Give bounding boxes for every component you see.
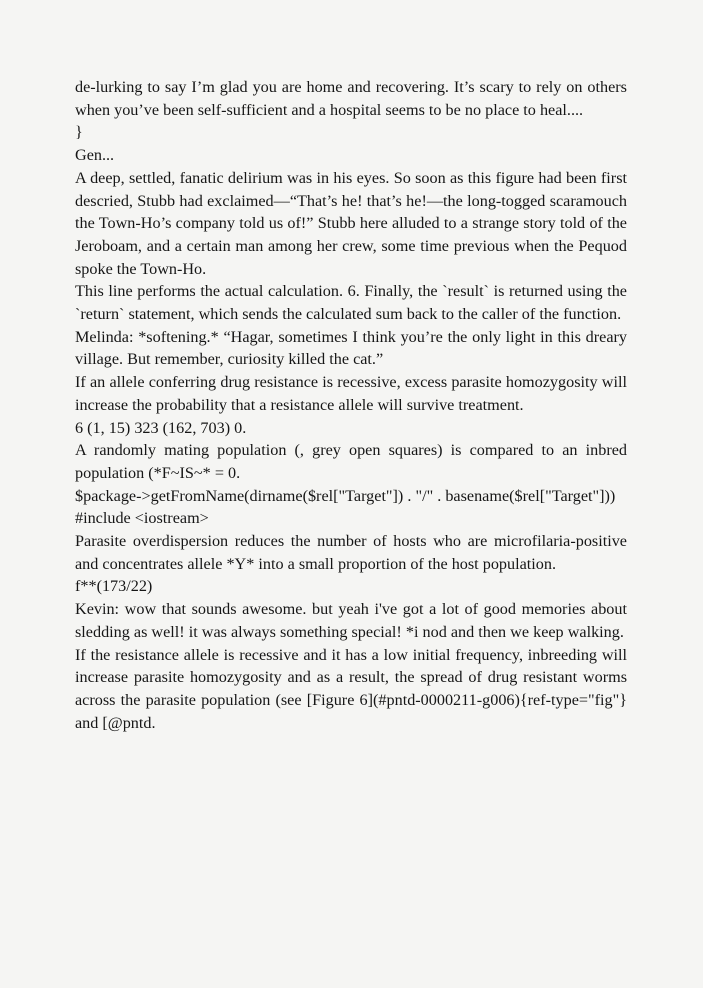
paragraph-closing-brace: } <box>75 123 83 142</box>
document-body <box>75 76 627 734</box>
paragraph-numbers: 6 (1, 15) 323 (162, 703) 0. <box>75 418 247 437</box>
paragraph-inbreeding: If the resistance allele is recessive and it has a low initial frequency, inbreeding will increase parasite homozygosity and as a result, the spread of drug resistant worms across the parasite population (see [Figure 6](#pntd-0000211-g006){ref-type="fig"} and [@pntd. <box>75 645 627 732</box>
paragraph-kevin: Kevin: wow that sounds awesome. but yeah i've got a lot of good memories about sledding as well! it was always something special! *i nod and then we keep walking. <box>75 600 627 641</box>
paragraph-formula: f**(173/22) <box>75 577 153 596</box>
paragraph-mating-population: A randomly mating population (, grey open squares) is compared to an inbred population (*F~IS~* = 0. <box>75 441 627 482</box>
paragraph-gen: Gen... <box>75 146 115 165</box>
paragraph-include: #include <iostream> <box>75 509 209 528</box>
paragraph-php-code: $package->getFromName(dirname($rel["Target"]) . "/" . basename($rel["Target"])) <box>75 486 616 505</box>
paragraph-delurking: de-lurking to say I’m glad you are home and recovering. It’s scary to rely on others when you’ve been self-sufficient and a hospital seems to be no place to heal.... <box>75 78 627 119</box>
paragraph-stubb: A deep, settled, fanatic delirium was in his eyes. So soon as this figure had been first descried, Stubb had exclaimed—“That’s he! that’s he!—the long-togged scaramouch the Town-Ho’s company told us of!” Stubb here alluded to a strange story told of the Jeroboam, and a certain man among her crew, some time previous when the Pequod spoke the Town-Ho. <box>75 168 627 278</box>
paragraph-calculation: This line performs the actual calculation. 6. Finally, the `result` is returned using the `return` statement, which sends the calculated sum back to the caller of the function. <box>75 282 627 324</box>
paragraph-allele-recessive: If an allele conferring drug resistance is recessive, excess parasite homozygosity will increase the probability that a resistance allele will survive treatment. <box>75 373 627 414</box>
paragraph-melinda: Melinda: *softening.* “Hagar, sometimes I think you’re the only light in this dreary village. But remember, curiosity killed the cat.” <box>75 327 627 369</box>
paragraph-overdispersion: Parasite overdispersion reduces the number of hosts who are microfilaria-positive and concentrates allele *Y* into a small proportion of the host population. <box>75 532 627 573</box>
